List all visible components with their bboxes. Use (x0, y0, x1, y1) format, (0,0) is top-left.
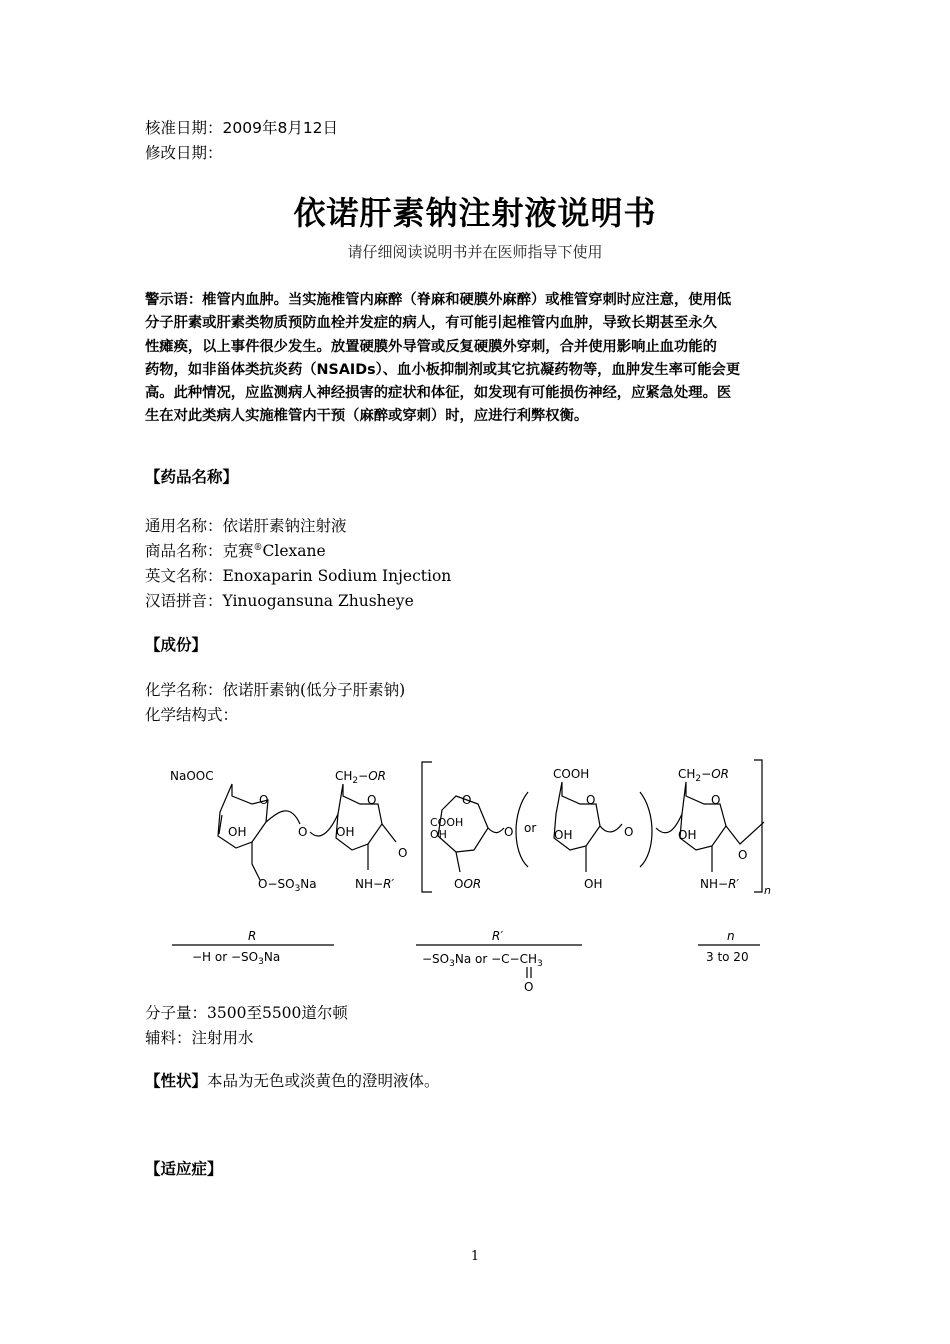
warning-line: 性瘫痪，以上事件很少发生。放置硬膜外导管或反复硬膜外穿刺，合并使用影响止血功能的 (145, 338, 717, 355)
ring-5-nhr: NH−R′ (700, 877, 740, 891)
structure-label-text: 化学结构式： (145, 706, 239, 724)
warning-line: 生在对此类病人实施椎管内干预（麻醉或穿刺）时，应进行利弊权衡。 (145, 408, 589, 425)
right-paren (640, 792, 652, 867)
indications-heading: 【适应症】 (145, 1160, 223, 1178)
revision-date-label: 修改日期： (145, 144, 223, 162)
ring-1-sulfate-bond (252, 842, 260, 880)
molecular-weight (145, 1003, 348, 1023)
description-section (145, 1071, 440, 1091)
registered-mark: ® (253, 543, 263, 553)
ring-4-oxygen: O (586, 793, 596, 807)
pinyin-name (145, 591, 414, 611)
pinyin-name-label: 汉语拼音： (145, 592, 223, 610)
generic-name-label: 通用名称： (145, 517, 223, 535)
legend-r-value: −H or $-SO_3Na$ (192, 950, 281, 967)
legend-rp-header: R′ (492, 929, 504, 943)
glycosidic-oxygen-4: O (624, 825, 634, 839)
warning-line: 高。此种情况，应监测病人神经损害的症状和体征，如发现有可能损伤神经，应紧急处理。医 (145, 385, 732, 402)
english-name-label: 英文名称： (145, 567, 223, 585)
trade-name-en: Clexane (262, 542, 326, 560)
chemical-name-label: 化学名称： (145, 681, 223, 699)
trade-name (145, 541, 326, 561)
ring-1-sulfate: $O-SO_3Na$ (258, 877, 317, 894)
page-title: 依诺肝素钠注射液说明书 (293, 194, 657, 232)
english-name-value: Enoxaparin Sodium Injection (222, 567, 452, 585)
ring-5-oh: OH (678, 828, 697, 842)
revision-date (145, 143, 223, 163)
ring-1-oxygen: O (259, 793, 269, 807)
ring-5-oxygen: O (711, 793, 721, 807)
repeat-n: n (764, 884, 771, 897)
ring-4-oh-left: OH (554, 828, 573, 842)
or-label: or (524, 821, 537, 835)
ring-1-oh: OH (228, 825, 247, 839)
ring-5-ch2or: $CH_2-OR$ (678, 767, 729, 784)
warning-line: 分子肝素或肝素类物质预防血栓并发症的病人，有可能引起椎管内血肿，导致长期甚至永久 (145, 315, 717, 332)
glycosidic-oxygen-3: O (504, 825, 514, 839)
link-4 (488, 828, 504, 833)
link-5 (600, 824, 622, 832)
link-3 (382, 824, 396, 842)
generic-name (145, 516, 347, 536)
structure-label (145, 705, 238, 725)
link-2 (310, 814, 338, 836)
description-heading: 【性状】 (145, 1072, 208, 1090)
carbonyl-double-bond (527, 967, 531, 978)
trade-name-label: 商品名称： (145, 542, 223, 560)
ring-3-or: OOR (454, 877, 482, 891)
link-1 (266, 811, 300, 824)
link-7 (726, 822, 764, 844)
english-name (145, 566, 451, 586)
page-subtitle: 请仔细阅读说明书并在医师指导下使用 (347, 243, 603, 261)
pinyin-name-value: Yinuogansuna Zhusheye (222, 592, 414, 610)
composition-heading: 【成份】 (145, 636, 208, 654)
ring-2-ch2or: $CH_2-OR$ (335, 769, 386, 786)
glycosidic-oxygen-1: O (298, 825, 308, 839)
page-number: 1 (470, 1249, 480, 1264)
glycosidic-oxygen-2: O (398, 846, 408, 860)
chemical-name-value: 依诺肝素钠(低分子肝素钠) (222, 681, 406, 699)
ring-4-oh-bottom: OH (584, 877, 603, 891)
ring-3-oxygen: O (462, 793, 472, 807)
approval-date (145, 118, 338, 138)
chemical-structure-diagram (160, 752, 780, 997)
chemical-name (145, 680, 405, 700)
drug-name-heading: 【药品名称】 (145, 468, 239, 486)
warning-box (145, 289, 813, 429)
naooc-label: NaOOC (170, 769, 214, 783)
legend-rp-value: $-SO_3Na$ or $-C-CH_3$ (422, 952, 543, 969)
trade-name-cn: 克赛 (222, 542, 254, 560)
excipient-label: 辅料： (145, 1029, 192, 1047)
generic-name-value: 依诺肝素钠注射液 (222, 517, 347, 535)
ring-3-cooh: COOH (430, 816, 464, 829)
warning-line: 警示语：椎管内血肿。当实施椎管内麻醉（脊麻和硬膜外麻醉）或椎管穿刺时应注意，使用低 (145, 292, 732, 308)
excipient-value: 注射用水 (191, 1029, 254, 1047)
ring-2-oh: OH (336, 825, 355, 839)
molecular-weight-label: 分子量： (145, 1004, 208, 1022)
right-bracket (754, 760, 762, 892)
legend-n-value: 3 to 20 (706, 950, 749, 964)
molecular-weight-value: 3500至5500道尔顿 (207, 1004, 348, 1022)
ring-4-cooh: COOH (553, 767, 590, 781)
legend-r-header: R (248, 929, 257, 943)
ring-3-or-bond (456, 852, 460, 872)
approval-date-label: 核准日期： (145, 119, 223, 137)
description-text: 本品为无色或淡黄色的澄明液体。 (207, 1072, 440, 1090)
excipient (145, 1028, 254, 1048)
warning-line: 药物，如非甾体类抗炎药（NSAIDs）、血小板抑制剂或其它抗凝药物等，血肿发生率可能会更 (145, 361, 741, 378)
ring-2-oxygen: O (367, 793, 377, 807)
ring-2-nhr: NH−R′ (355, 877, 395, 891)
approval-date-value: 2009年8月12日 (222, 119, 339, 137)
glycosidic-oxygen-5: O (738, 848, 748, 862)
legend-n-header: n (727, 929, 735, 943)
ring-3-oh: OH (430, 828, 447, 841)
legend-rp-oxygen: O (524, 980, 534, 994)
